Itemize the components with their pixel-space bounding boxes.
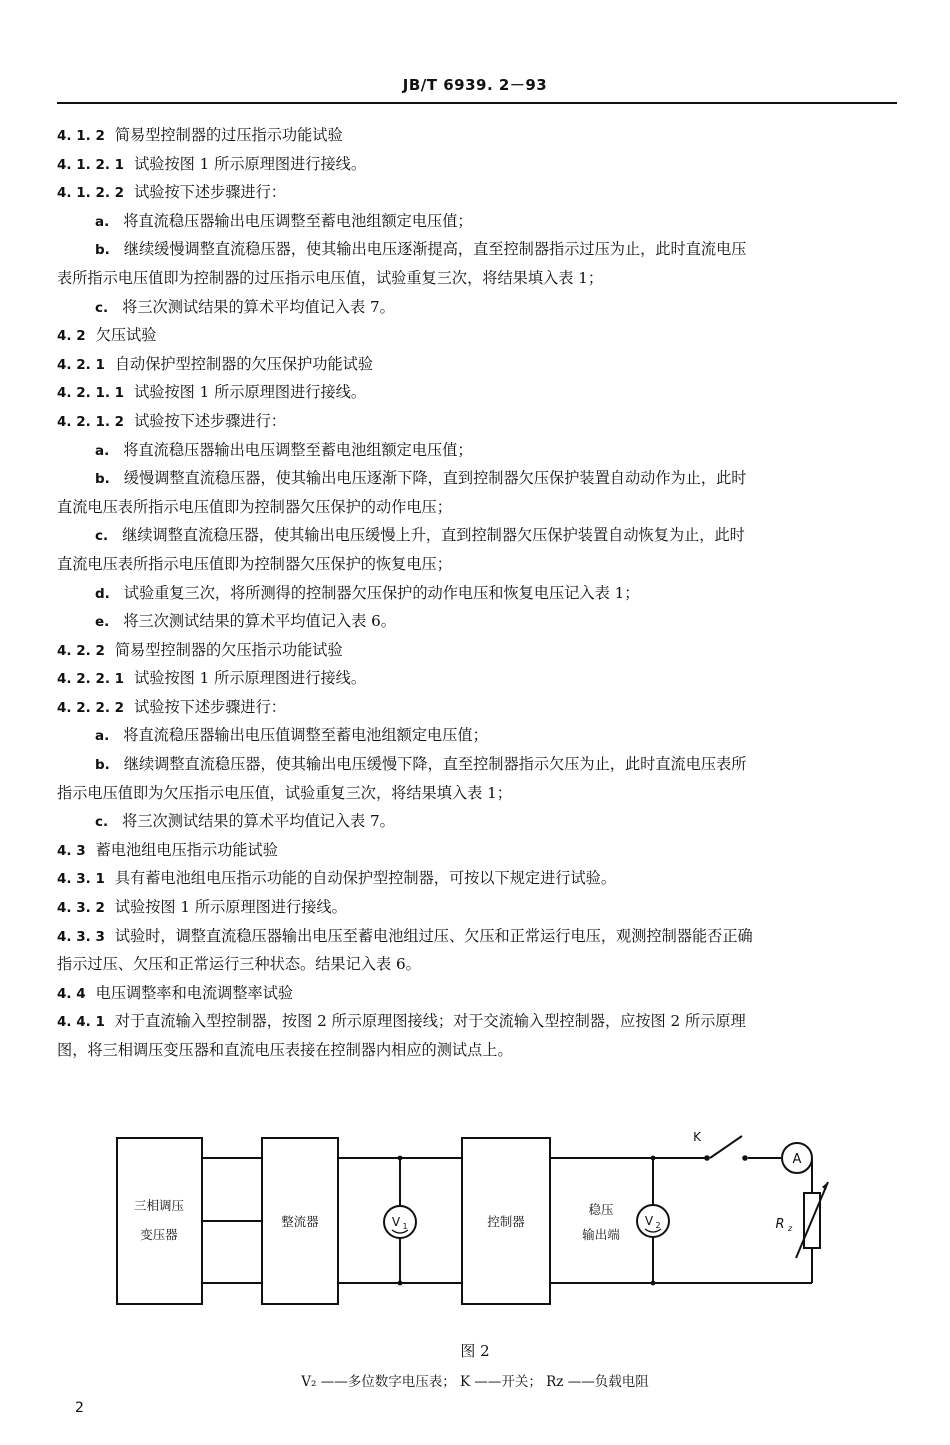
list-item-line	[57, 521, 897, 550]
switch-label: K	[693, 1130, 701, 1144]
section-heading-line	[57, 664, 897, 693]
section-heading-line	[57, 1007, 897, 1036]
line-text: 指示电压值即为欠压指示电压值，试验重复三次，将结果填入表 1；	[57, 783, 512, 802]
transformer-label-line2: 变压器	[140, 1227, 178, 1242]
continuation-line	[57, 493, 897, 522]
section-number: 4. 4	[57, 985, 86, 1002]
line-text: 电压调整率和电流调整率试验	[95, 983, 294, 1002]
list-item-line	[57, 579, 897, 608]
section-heading-line	[57, 378, 897, 407]
list-marker: b.	[95, 757, 110, 774]
v1-subscript: 1	[402, 1222, 408, 1231]
figure-legend-note: V₂ ——多位数字电压表； K ——开关； Rz ——负载电阻	[301, 1374, 649, 1390]
continuation-line	[57, 950, 897, 979]
rectifier-label: 整流器	[281, 1214, 319, 1229]
list-marker: b.	[95, 242, 110, 259]
section-heading-line	[57, 178, 897, 207]
output-label-line2: 输出端	[582, 1227, 620, 1242]
page-number: 2	[75, 1400, 84, 1416]
line-text: 对于直流输入型控制器，按图 2 所示原理图接线；对于交流输入型控制器，应按图 2 所示原理	[114, 1012, 746, 1031]
section-number: 4. 3	[57, 842, 86, 859]
section-number: 4. 3. 1	[57, 871, 105, 888]
section-heading-line	[57, 979, 897, 1008]
section-number: 4. 3. 3	[57, 928, 105, 945]
switch-k	[710, 1136, 742, 1158]
line-text: 试验按下述步骤进行：	[134, 183, 286, 202]
section-number: 4. 2. 1. 2	[57, 413, 125, 430]
line-text: 指示过压、欠压和正常运行三种状态。结果记入表 6。	[57, 955, 421, 974]
line-text: 直流电压表所指示电压值即为控制器欠压保护的恢复电压；	[57, 554, 452, 573]
line-text: 将三次测试结果的算术平均值记入表 7。	[122, 297, 395, 316]
section-heading-line	[57, 864, 897, 893]
continuation-line	[57, 1036, 897, 1065]
list-item-line	[57, 750, 897, 779]
line-text: 将直流稳压器输出电压调整至蓄电池组额定电压值；	[123, 211, 473, 230]
list-item-line	[57, 807, 897, 836]
list-item-line	[57, 464, 897, 493]
section-number: 4. 2. 2. 2	[57, 699, 125, 716]
section-number: 4. 2. 1	[57, 356, 105, 373]
line-text: 试验重复三次，将所测得的控制器欠压保护的动作电压和恢复电压记入表 1；	[123, 583, 640, 602]
section-heading-line	[57, 321, 897, 350]
list-item-line	[57, 235, 897, 264]
line-text: 将直流稳压器输出电压值调整至蓄电池组额定电压值；	[123, 726, 488, 745]
section-number: 4. 3. 2	[57, 900, 105, 917]
list-item-line	[57, 607, 897, 636]
section-heading-line	[57, 350, 897, 379]
section-number: 4. 1. 2. 1	[57, 156, 125, 173]
section-heading-line	[57, 636, 897, 665]
section-number: 4. 2. 2	[57, 642, 105, 659]
controller-label: 控制器	[487, 1214, 525, 1229]
section-heading-line	[57, 121, 897, 150]
section-heading-line	[57, 922, 897, 951]
line-text: 试验按图 1 所示原理图进行接线。	[114, 898, 347, 917]
section-number: 4. 1. 2. 2	[57, 185, 125, 202]
line-text: 简易型控制器的过压指示功能试验	[114, 126, 343, 144]
line-text: 将三次测试结果的算术平均值记入表 6。	[123, 612, 396, 631]
line-text: 试验按图 1 所示原理图进行接线。	[134, 154, 367, 173]
section-heading-line	[57, 836, 897, 865]
line-text: 试验按下述步骤进行：	[134, 697, 286, 716]
list-marker: c.	[95, 528, 109, 545]
section-heading-line	[57, 693, 897, 722]
section-number: 4. 2. 1. 1	[57, 385, 125, 402]
continuation-line	[57, 264, 897, 293]
circuit-diagram-figure-2	[0, 1118, 950, 1348]
line-text: 简易型控制器的欠压指示功能试验	[114, 640, 343, 659]
list-marker: c.	[95, 814, 109, 831]
line-text: 试验按下述步骤进行：	[134, 411, 286, 430]
circuit-diagram	[0, 1118, 950, 1348]
section-heading-line	[57, 893, 897, 922]
v2-subscript: 2	[655, 1221, 661, 1230]
line-text: 将三次测试结果的算术平均值记入表 7。	[122, 812, 395, 831]
line-text: 直流电压表所指示电压值即为控制器欠压保护的动作电压；	[57, 497, 452, 516]
line-text: 将直流稳压器输出电压调整至蓄电池组额定电压值；	[123, 440, 473, 459]
section-heading-line	[57, 407, 897, 436]
transformer-label-line1: 三相调压	[133, 1198, 185, 1213]
resistor-subscript: z	[787, 1224, 793, 1233]
line-text: 图，将三相调压变压器和直流电压表接在控制器内相应的测试点上。	[57, 1041, 513, 1059]
transformer-block	[117, 1138, 202, 1304]
line-text: 试验时，调整直流稳压器输出电压至蓄电池组过压、欠压和正常运行电压，观测控制器能否正确	[114, 926, 753, 945]
line-text: 欠压试验	[95, 326, 157, 345]
line-text: 自动保护型控制器的欠压保护功能试验	[114, 354, 374, 373]
line-text: 试验按图 1 所示原理图进行接线。	[134, 669, 367, 688]
output-label-line1: 稳压	[588, 1202, 614, 1217]
line-text: 试验按图 1 所示原理图进行接线。	[134, 383, 367, 402]
list-marker: e.	[95, 614, 110, 631]
list-marker: a.	[95, 728, 110, 745]
continuation-line	[57, 779, 897, 808]
section-number: 4. 2. 2. 1	[57, 671, 125, 688]
line-text: 表所指示电压值即为控制器的过压指示电压值，试验重复三次，将结果填入表 1；	[57, 268, 604, 287]
v1-label: V	[391, 1215, 401, 1229]
list-item-line	[57, 207, 897, 236]
list-marker: d.	[95, 585, 110, 602]
line-text: 具有蓄电池组电压指示功能的自动保护型控制器，可按以下规定进行试验。	[114, 869, 617, 888]
list-marker: b.	[95, 471, 110, 488]
line-text: 蓄电池组电压指示功能试验	[95, 840, 278, 859]
document-code: JB/T 6939. 2－93	[402, 76, 548, 94]
line-text: 继续调整直流稳压器，使其输出电压缓慢上升，直到控制器欠压保护装置自动恢复为止，此时	[122, 526, 745, 545]
line-text: 继续缓慢调整直流稳压器，使其输出电压逐渐提高，直至控制器指示过压为止，此时直流电压	[123, 240, 747, 259]
line-text: 继续调整直流稳压器，使其输出电压缓慢下降，直至控制器指示欠压为止，此时直流电压表所	[123, 755, 747, 774]
section-number: 4. 2	[57, 328, 86, 345]
list-item-line	[57, 436, 897, 465]
continuation-line	[57, 550, 897, 579]
line-text: 缓慢调整直流稳压器，使其输出电压逐渐下降，直到控制器欠压保护装置自动动作为止，此时	[123, 469, 747, 488]
section-number: 4. 1. 2	[57, 128, 105, 144]
ammeter-label: A	[792, 1152, 802, 1167]
section-number: 4. 4. 1	[57, 1014, 105, 1031]
body-text	[57, 121, 897, 1065]
list-item-line	[57, 293, 897, 322]
figure-caption: 图 2	[460, 1342, 490, 1360]
section-heading-line	[57, 150, 897, 179]
list-item-line	[57, 721, 897, 750]
resistor-label: R	[775, 1217, 785, 1232]
list-marker: c.	[95, 299, 109, 316]
list-marker: a.	[95, 442, 110, 459]
header-rule	[57, 102, 897, 104]
v2-label: V	[644, 1214, 654, 1228]
list-marker: a.	[95, 213, 110, 230]
